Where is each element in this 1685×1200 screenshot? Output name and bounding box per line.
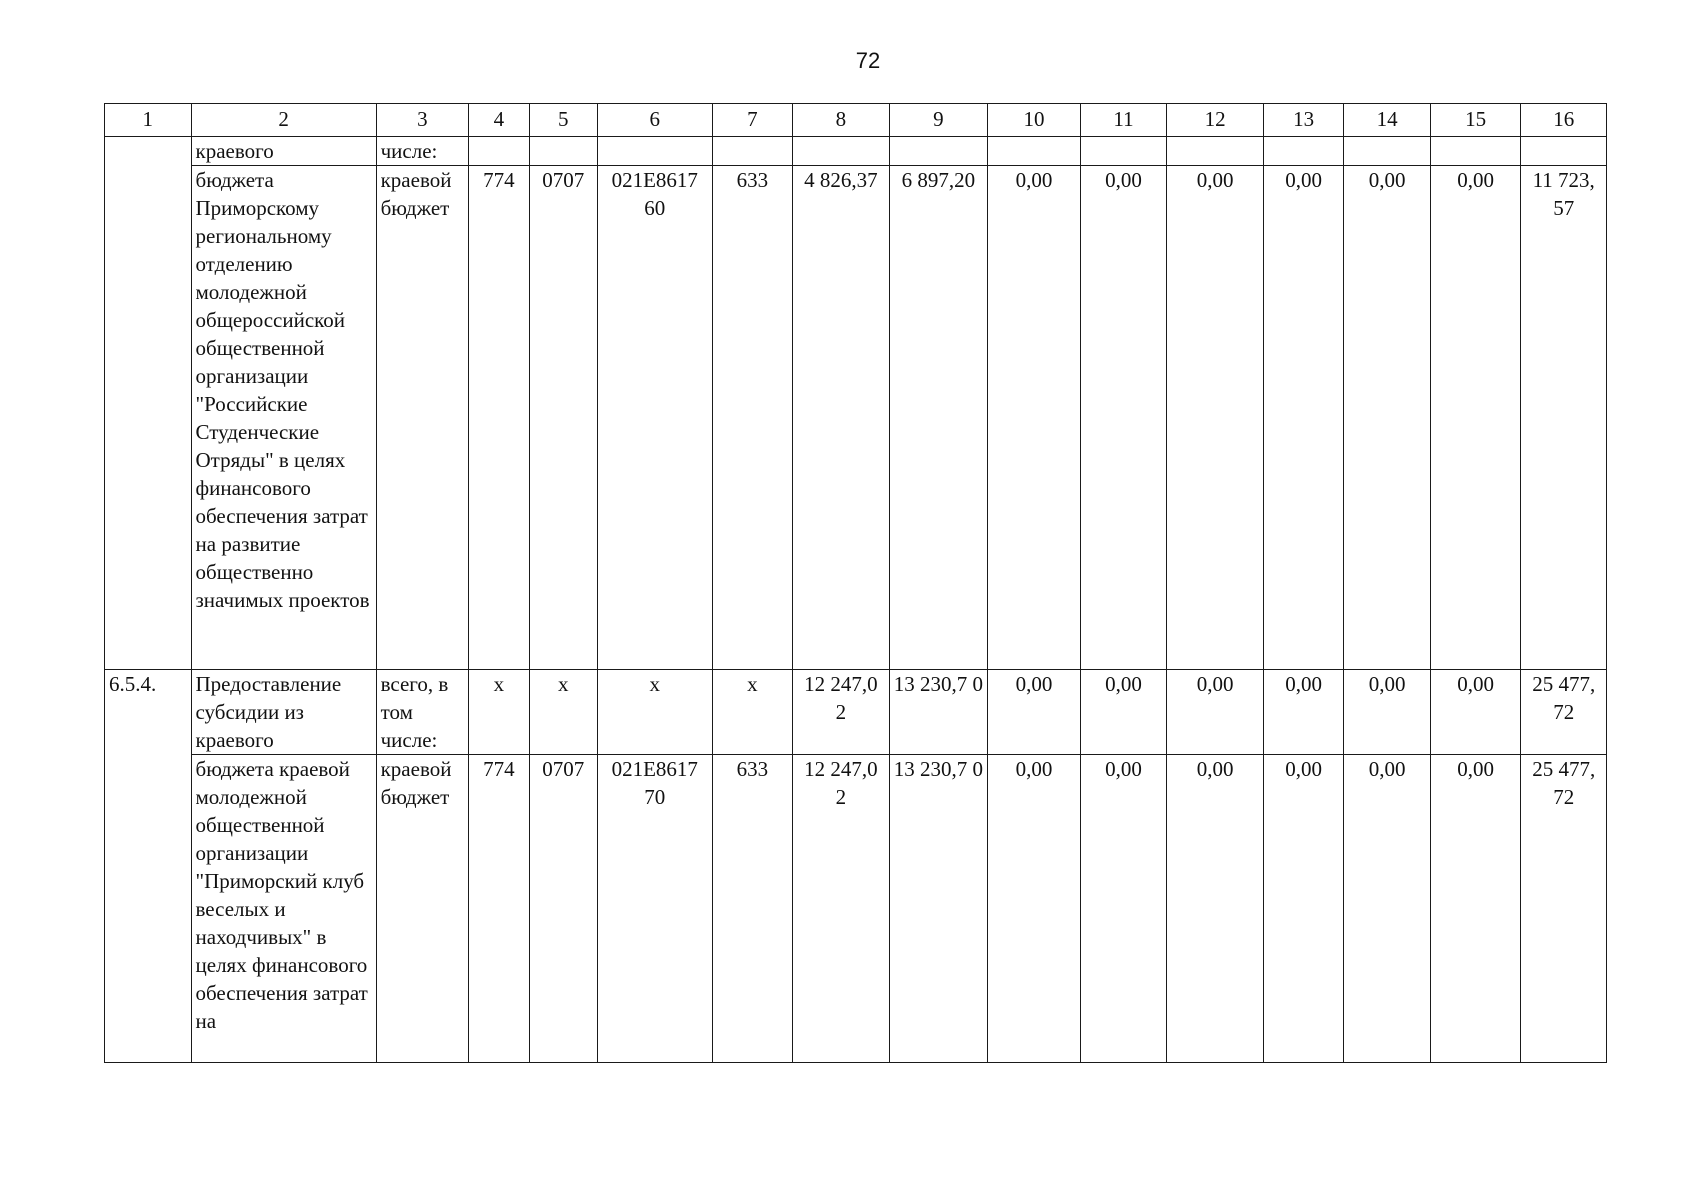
total-value-cell: 25 477, 72 [1521, 670, 1607, 755]
table-row [105, 137, 1607, 166]
empty-cell [1263, 137, 1343, 166]
column-number-header: 15 [1430, 104, 1521, 137]
column-number-header: 7 [712, 104, 792, 137]
empty-cell [1521, 137, 1607, 166]
target-article-cell: 021E8617 70 [597, 755, 712, 1063]
empty-cell [529, 137, 597, 166]
page-number: 72 [855, 48, 881, 73]
expense-type-cell: x [712, 670, 792, 755]
empty-cell [469, 137, 529, 166]
funding-source-cell: числе: [376, 137, 469, 166]
empty-cell [793, 137, 890, 166]
value-cell: 0,00 [1430, 670, 1521, 755]
value-cell: 0,00 [1263, 755, 1343, 1063]
value-cell: 0,00 [988, 670, 1081, 755]
value-cell: 0,00 [1080, 755, 1167, 1063]
value-cell: 0,00 [1430, 755, 1521, 1063]
column-number-header: 16 [1521, 104, 1607, 137]
empty-cell [988, 137, 1081, 166]
column-number-header: 10 [988, 104, 1081, 137]
value-cell: 0,00 [1263, 166, 1343, 670]
column-number-header: 1 [105, 104, 192, 137]
value-cell: 0,00 [1167, 166, 1264, 670]
table-row [105, 670, 1607, 755]
column-number-header: 13 [1263, 104, 1343, 137]
value-cell: 0,00 [1430, 166, 1521, 670]
value-cell: 0,00 [1344, 670, 1431, 755]
column-number-header: 14 [1344, 104, 1431, 137]
section-code-cell: 0707 [529, 755, 597, 1063]
expense-type-cell: 633 [712, 755, 792, 1063]
total-value-cell: 25 477, 72 [1521, 755, 1607, 1063]
expense-type-cell: 633 [712, 166, 792, 670]
measure-description: бюджета Приморскому региональному отделению молодежной общероссийской общественной организации "Российские Студенческие Отряды" в целях финансового обеспечения затрат на развитие общественно значимых проектов [191, 166, 376, 670]
value-cell: 0,00 [1167, 755, 1264, 1063]
column-number-header: 12 [1167, 104, 1264, 137]
funding-source-cell: краевой бюджет [376, 755, 469, 1063]
measure-description-top: краевого [191, 137, 376, 166]
value-cell: 6 897,20 [889, 166, 988, 670]
budget-table [104, 103, 1607, 1063]
column-number-header: 6 [597, 104, 712, 137]
value-cell: 0,00 [1263, 670, 1343, 755]
empty-cell [1080, 137, 1167, 166]
value-cell: 4 826,37 [793, 166, 890, 670]
empty-cell [1344, 137, 1431, 166]
column-number-header: 3 [376, 104, 469, 137]
item-number-cell: 6.5.4. [105, 670, 192, 1063]
column-number-header: 2 [191, 104, 376, 137]
value-cell: 0,00 [1344, 755, 1431, 1063]
funding-source-cell: всего, в том числе: [376, 670, 469, 755]
empty-cell [889, 137, 988, 166]
target-article-cell: 021E8617 60 [597, 166, 712, 670]
section-code-cell: x [529, 670, 597, 755]
item-number-cell [105, 137, 192, 670]
value-cell: 0,00 [988, 166, 1081, 670]
section-code-cell: 0707 [529, 166, 597, 670]
value-cell: 0,00 [1344, 166, 1431, 670]
value-cell: 0,00 [1080, 670, 1167, 755]
value-cell: 0,00 [1080, 166, 1167, 670]
ministry-code-cell: 774 [469, 755, 529, 1063]
value-cell: 13 230,7 0 [889, 670, 988, 755]
column-number-header: 8 [793, 104, 890, 137]
column-number-header: 5 [529, 104, 597, 137]
column-number-header: 4 [469, 104, 529, 137]
empty-cell [597, 137, 712, 166]
value-cell: 0,00 [1167, 670, 1264, 755]
column-number-header-row [105, 104, 1607, 137]
value-cell: 12 247,0 2 [793, 670, 890, 755]
total-value-cell: 11 723, 57 [1521, 166, 1607, 670]
column-number-header: 9 [889, 104, 988, 137]
measure-description-top: Предоставление субсидии из краевого [191, 670, 376, 755]
value-cell: 0,00 [988, 755, 1081, 1063]
empty-cell [1430, 137, 1521, 166]
ministry-code-cell: 774 [469, 166, 529, 670]
table-row [105, 755, 1607, 1063]
funding-source-cell: краевой бюджет [376, 166, 469, 670]
table-row [105, 166, 1607, 670]
value-cell: 13 230,7 0 [889, 755, 988, 1063]
column-number-header: 11 [1080, 104, 1167, 137]
measure-description: бюджета краевой молодежной общественной организации "Приморский клуб веселых и находчивых" в целях финансового обеспечения затрат на [191, 755, 376, 1063]
empty-cell [712, 137, 792, 166]
target-article-cell: x [597, 670, 712, 755]
ministry-code-cell: x [469, 670, 529, 755]
empty-cell [1167, 137, 1264, 166]
value-cell: 12 247,0 2 [793, 755, 890, 1063]
